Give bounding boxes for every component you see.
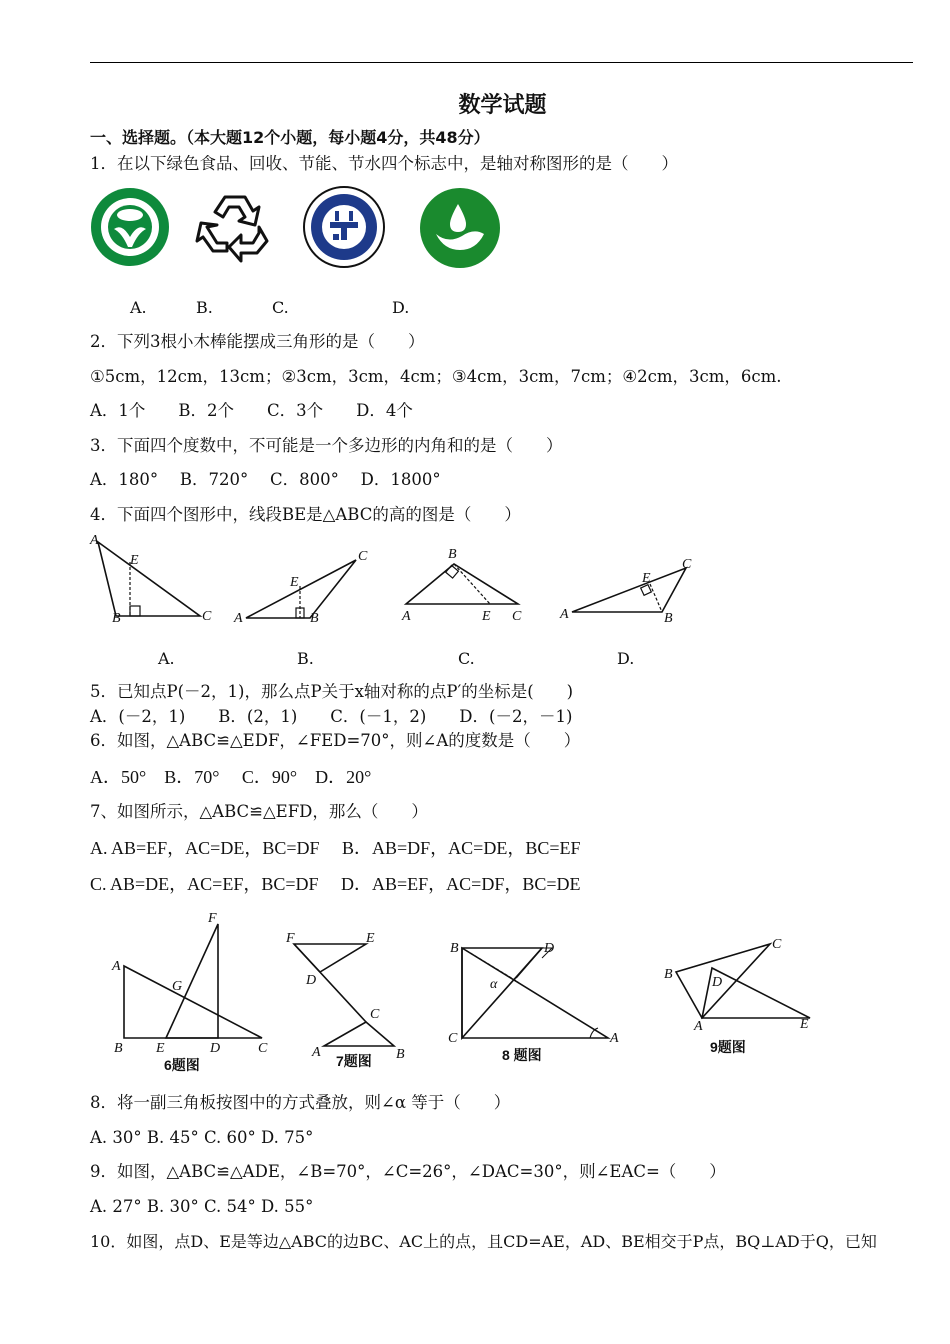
- svg-text:D: D: [210, 1041, 221, 1056]
- q5-options: A．(－2，1) B．(2，1) C．(－1，2) D．(－2，－1): [90, 707, 573, 726]
- q4-option-b: B.: [297, 649, 314, 668]
- section-heading: 一、选择题。（本大题12个小题，每小题4分，共48分）: [90, 128, 490, 147]
- figure-6: [106, 906, 276, 1074]
- q1-option-a: A.: [130, 298, 147, 317]
- q4-figure-d: [556, 552, 706, 628]
- figure-8: [440, 934, 630, 1064]
- svg-text:E: E: [130, 553, 139, 568]
- svg-text:α: α: [490, 977, 498, 992]
- q3-options: A．180° B．720° C．800° D．1800°: [90, 470, 441, 489]
- energy-saving-icon: [301, 184, 387, 270]
- recycle-icon: [193, 185, 277, 269]
- svg-text:C: C: [258, 1041, 268, 1056]
- svg-text:E: E: [366, 931, 375, 946]
- svg-text:B: B: [112, 611, 121, 626]
- q1-option-c: C.: [272, 298, 289, 317]
- svg-text:A: A: [90, 533, 99, 548]
- svg-text:D: D: [712, 975, 723, 990]
- header-rule: [90, 62, 913, 63]
- figure-7: [280, 924, 410, 1074]
- svg-text:E: E: [800, 1017, 809, 1032]
- svg-text:D: D: [306, 973, 317, 988]
- svg-text:C: C: [202, 609, 212, 624]
- q7-stem: 7、如图所示，△ABC≌△EFD，那么（ ）: [90, 802, 428, 821]
- svg-text:C: C: [772, 937, 782, 952]
- svg-text:B: B: [396, 1047, 405, 1062]
- q4-option-d: D.: [617, 649, 635, 668]
- q1-option-b: B.: [196, 298, 213, 317]
- svg-text:A: A: [694, 1019, 703, 1034]
- q9-stem: 9．如图，△ABC≌△ADE，∠B=70°，∠C=26°，∠DAC=30°，则∠EAC=（ ）: [90, 1162, 726, 1181]
- svg-text:F: F: [286, 931, 295, 946]
- q7-row2: C. AB=DE，AC=EF，BC=DF D．AB=EF，AC=DF，BC=DE: [90, 874, 581, 894]
- svg-text:A: A: [402, 609, 411, 624]
- figure-9-caption: 9题图: [710, 1039, 746, 1055]
- svg-text:G: G: [172, 979, 183, 994]
- svg-text:E: E: [290, 575, 299, 590]
- q2-stem: 2．下列3根小木棒能摆成三角形的是（ ）: [90, 332, 425, 351]
- q4-figure-b: [230, 540, 380, 630]
- svg-text:B: B: [310, 611, 319, 626]
- svg-text:C: C: [512, 609, 522, 624]
- svg-text:B: B: [664, 967, 673, 982]
- svg-text:A: A: [560, 607, 569, 622]
- svg-text:A: A: [112, 959, 121, 974]
- green-food-icon: [88, 185, 172, 269]
- q6-stem: 6．如图，△ABC≌△EDF，∠FED=70°，则∠A的度数是（ ）: [90, 731, 581, 750]
- svg-text:E: E: [156, 1041, 165, 1056]
- figure-8-caption: 8 题图: [502, 1047, 542, 1063]
- q4-figure-c: [398, 542, 528, 630]
- figure-6-caption: 6题图: [164, 1057, 200, 1073]
- q8-options: A. 30° B. 45° C. 60° D. 75°: [90, 1128, 314, 1147]
- svg-text:D: D: [544, 941, 555, 956]
- q10-stem: 10．如图，点D、E是等边△ABC的边BC、AC上的点，且CD=AE，AD、BE相交于P点，BQ⊥AD于Q，已知: [90, 1232, 877, 1251]
- svg-text:C: C: [370, 1007, 380, 1022]
- q4-option-a: A.: [158, 649, 175, 668]
- svg-text:A: A: [610, 1031, 619, 1046]
- svg-text:F: F: [208, 911, 217, 926]
- q5-stem: 5．已知点P(－2，1)，那么点P关于x轴对称的点P′的坐标是( ): [90, 682, 574, 701]
- figure-9: [660, 934, 820, 1060]
- q4-option-c: C.: [458, 649, 475, 668]
- q8-stem: 8．将一副三角板按图中的方式叠放，则∠α 等于（ ）: [90, 1093, 511, 1112]
- figure-7-caption: 7题图: [336, 1053, 372, 1069]
- svg-text:B: B: [448, 547, 457, 562]
- q4-stem: 4．下面四个图形中，线段BE是△ABC的高的图是（ ）: [90, 505, 521, 524]
- q1-stem: 1．在以下绿色食品、回收、节能、节水四个标志中，是轴对称图形的是（ ）: [90, 154, 678, 173]
- svg-text:C: C: [448, 1031, 458, 1046]
- svg-text:B: B: [664, 611, 673, 626]
- svg-text:B: B: [450, 941, 459, 956]
- svg-text:E: E: [642, 571, 651, 586]
- svg-text:B: B: [114, 1041, 123, 1056]
- svg-text:E: E: [482, 609, 491, 624]
- svg-text:C: C: [358, 549, 368, 564]
- page-title: 数学试题: [458, 93, 547, 118]
- q9-options: A. 27° B. 30° C. 54° D. 55°: [90, 1197, 314, 1216]
- water-saving-icon: [418, 186, 502, 270]
- q2-groups: ①5cm，12cm，13cm；②3cm，3cm，4cm；③4cm，3cm，7cm；④2cm，3cm，6cm.: [90, 367, 782, 386]
- q4-figure-a: [86, 530, 226, 630]
- q1-option-d: D.: [392, 298, 410, 317]
- q3-stem: 3．下面四个度数中，不可能是一个多边形的内角和的是（ ）: [90, 436, 563, 455]
- svg-text:C: C: [682, 557, 692, 572]
- svg-text:A: A: [234, 611, 243, 626]
- q7-row1: A. AB=EF，AC=DE，BC=DF B．AB=DF，AC=DE，BC=EF: [90, 838, 581, 858]
- q6-options: A．50° B．70° C．90° D．20°: [90, 767, 372, 787]
- svg-text:A: A: [312, 1045, 321, 1060]
- q2-options: A．1个 B．2个 C．3个 D．4个: [90, 401, 413, 420]
